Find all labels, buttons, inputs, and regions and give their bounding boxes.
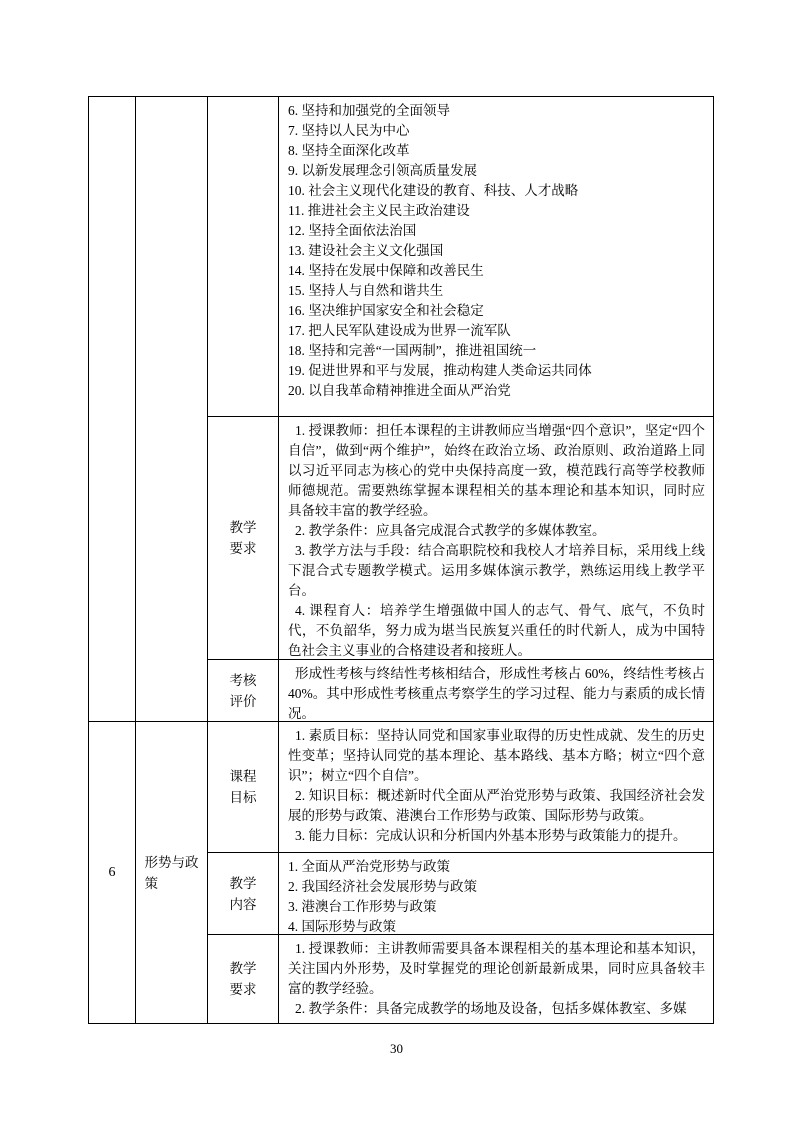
course-name-cell-empty: [136, 97, 208, 721]
list-item: 13. 建设社会主义文化强国: [288, 243, 444, 258]
paragraph: 2. 教学条件：具备完成教学的场地及设备，包括多媒体教室、多媒: [295, 1001, 687, 1016]
list-item: 16. 坚决维护国家安全和社会稳定: [288, 303, 484, 318]
list-item: 14. 坚持在发展中保障和改善民生: [288, 263, 484, 278]
list-item: 6. 坚持和加强党的全面领导: [288, 103, 450, 118]
row-label-cell: [208, 853, 279, 934]
paragraph: 形成性考核与终结性考核相结合，形成性考核占 60%，终结性考核占 40%。其中形成性考核重点考察学生的学习过程、能力与素质的成长情况。: [288, 666, 705, 721]
row-teaching-content: [208, 852, 713, 934]
row-teaching-requirements: [208, 416, 713, 659]
row-label-cell: [208, 722, 279, 852]
assessment-text: [279, 660, 713, 721]
row-assessment: [208, 659, 713, 721]
teaching-requirements-2-text: [279, 935, 713, 1023]
row-label-teaching-requirements: 教学要求: [229, 961, 257, 997]
row-label-cell-empty: [208, 97, 279, 416]
paragraph: 3. 能力目标：完成认识和分析国内外基本形势与政策能力的提升。: [295, 828, 687, 843]
paragraph: 1. 授课教师：主讲教师需要具备本课程相关的基本理论和基本知识，关注国内外形势，及时掌握党的理论创新最新成果，同时应具备较丰富的教学经验。: [288, 941, 705, 996]
list-item: 18. 坚持和完善“一国两制”，推进祖国统一: [288, 343, 537, 358]
row-course-objectives: [208, 722, 713, 852]
list-item: 4. 国际形势与政策: [288, 919, 396, 934]
paragraph: 4. 课程育人：培养学生增强做中国人的志气、骨气、底气，不负时代，不负韶华，努力成为堪当民族复兴重任的时代新人，成为中国特色社会主义事业的合格建设者和接班人。: [288, 603, 705, 658]
continued-course-rows: [208, 97, 713, 721]
table-group-course-6: [89, 721, 713, 1023]
list-item: 17. 把人民军队建设成为世界一流军队: [288, 323, 511, 338]
row-label-course-objectives: 课程目标: [229, 769, 257, 805]
course-number-cell-empty: [89, 97, 136, 721]
course-number-cell: [89, 722, 136, 1023]
row-label-cell: [208, 660, 279, 721]
paragraph: 2. 知识目标：概述新时代全面从严治党形势与政策、我国经济社会发展的形势与政策、港澳台工作形势与政策、国际形势与政策。: [288, 788, 705, 823]
list-item: 15. 坚持人与自然和谐共生: [288, 283, 444, 298]
course-name: 形势与政策: [144, 854, 199, 891]
teaching-requirements-text: [279, 417, 713, 659]
paragraph: 1. 授课教师：担任本课程的主讲教师应当增强“四个意识”，坚定“四个自信”，做到“两个维护”，始终在政治立场、政治原则、政治道路上同以习近平同志为核心的党中央保持高度一致，模范践行高等学校教师师德规范。需要熟练掌握本课程相关的基本理论和基本知识，同时应具备较丰富的教学经验。: [288, 423, 705, 518]
list-item: 7. 坚持以人民为中心: [288, 123, 410, 138]
course-outline-table: [88, 96, 714, 1024]
list-item: 12. 坚持全面依法治国: [288, 223, 417, 238]
teaching-content-list: [279, 97, 713, 416]
row-label-teaching-content: 教学内容: [229, 875, 257, 912]
page-number: 30: [390, 1041, 403, 1056]
paragraph: 1. 素质目标：坚持认同党和国家事业取得的历史性成就、发生的历史性变革；坚持认同党的基本理论、基本路线、基本方略；树立“四个意识”；树立“四个自信”。: [288, 728, 705, 783]
course-6-rows: [208, 722, 713, 1023]
course-number: 6: [108, 864, 116, 880]
list-item: 9. 以新发展理念引领高质量发展: [288, 163, 477, 178]
list-item: 1. 全面从严治党形势与政策: [288, 859, 450, 874]
list-item: 2. 我国经济社会发展形势与政策: [288, 879, 477, 894]
row-label-cell: [208, 417, 279, 659]
course-objectives-text: [279, 722, 713, 852]
teaching-content-items: [279, 853, 713, 934]
table-group-continued-course: [89, 97, 713, 721]
list-item: 8. 坚持全面深化改革: [288, 143, 410, 158]
row-label-cell: [208, 935, 279, 1023]
paragraph: 3. 教学方法与手段：结合高职院校和我校人才培养目标，采用线上线下混合式专题教学模式。运用多媒体演示教学，熟练运用线上教学平台。: [288, 543, 705, 598]
list-item: 20. 以自我革命精神推进全面从严治党: [288, 383, 511, 398]
row-label-teaching-requirements: 教学要求: [229, 520, 257, 556]
row-teaching-content-continued: [208, 97, 713, 416]
list-item: 3. 港澳台工作形势与政策: [288, 899, 437, 914]
course-name-cell: [136, 722, 208, 1023]
list-item: 10. 社会主义现代化建设的教育、科技、人才战略: [288, 183, 579, 198]
list-item: 19. 促进世界和平与发展，推动构建人类命运共同体: [288, 363, 592, 378]
row-teaching-requirements-2: [208, 934, 713, 1023]
list-item: 11. 推进社会主义民主政治建设: [288, 203, 470, 218]
row-label-assessment: 考核评价: [229, 672, 257, 709]
paragraph: 2. 教学条件：应具备完成混合式教学的多媒体教室。: [295, 523, 606, 538]
